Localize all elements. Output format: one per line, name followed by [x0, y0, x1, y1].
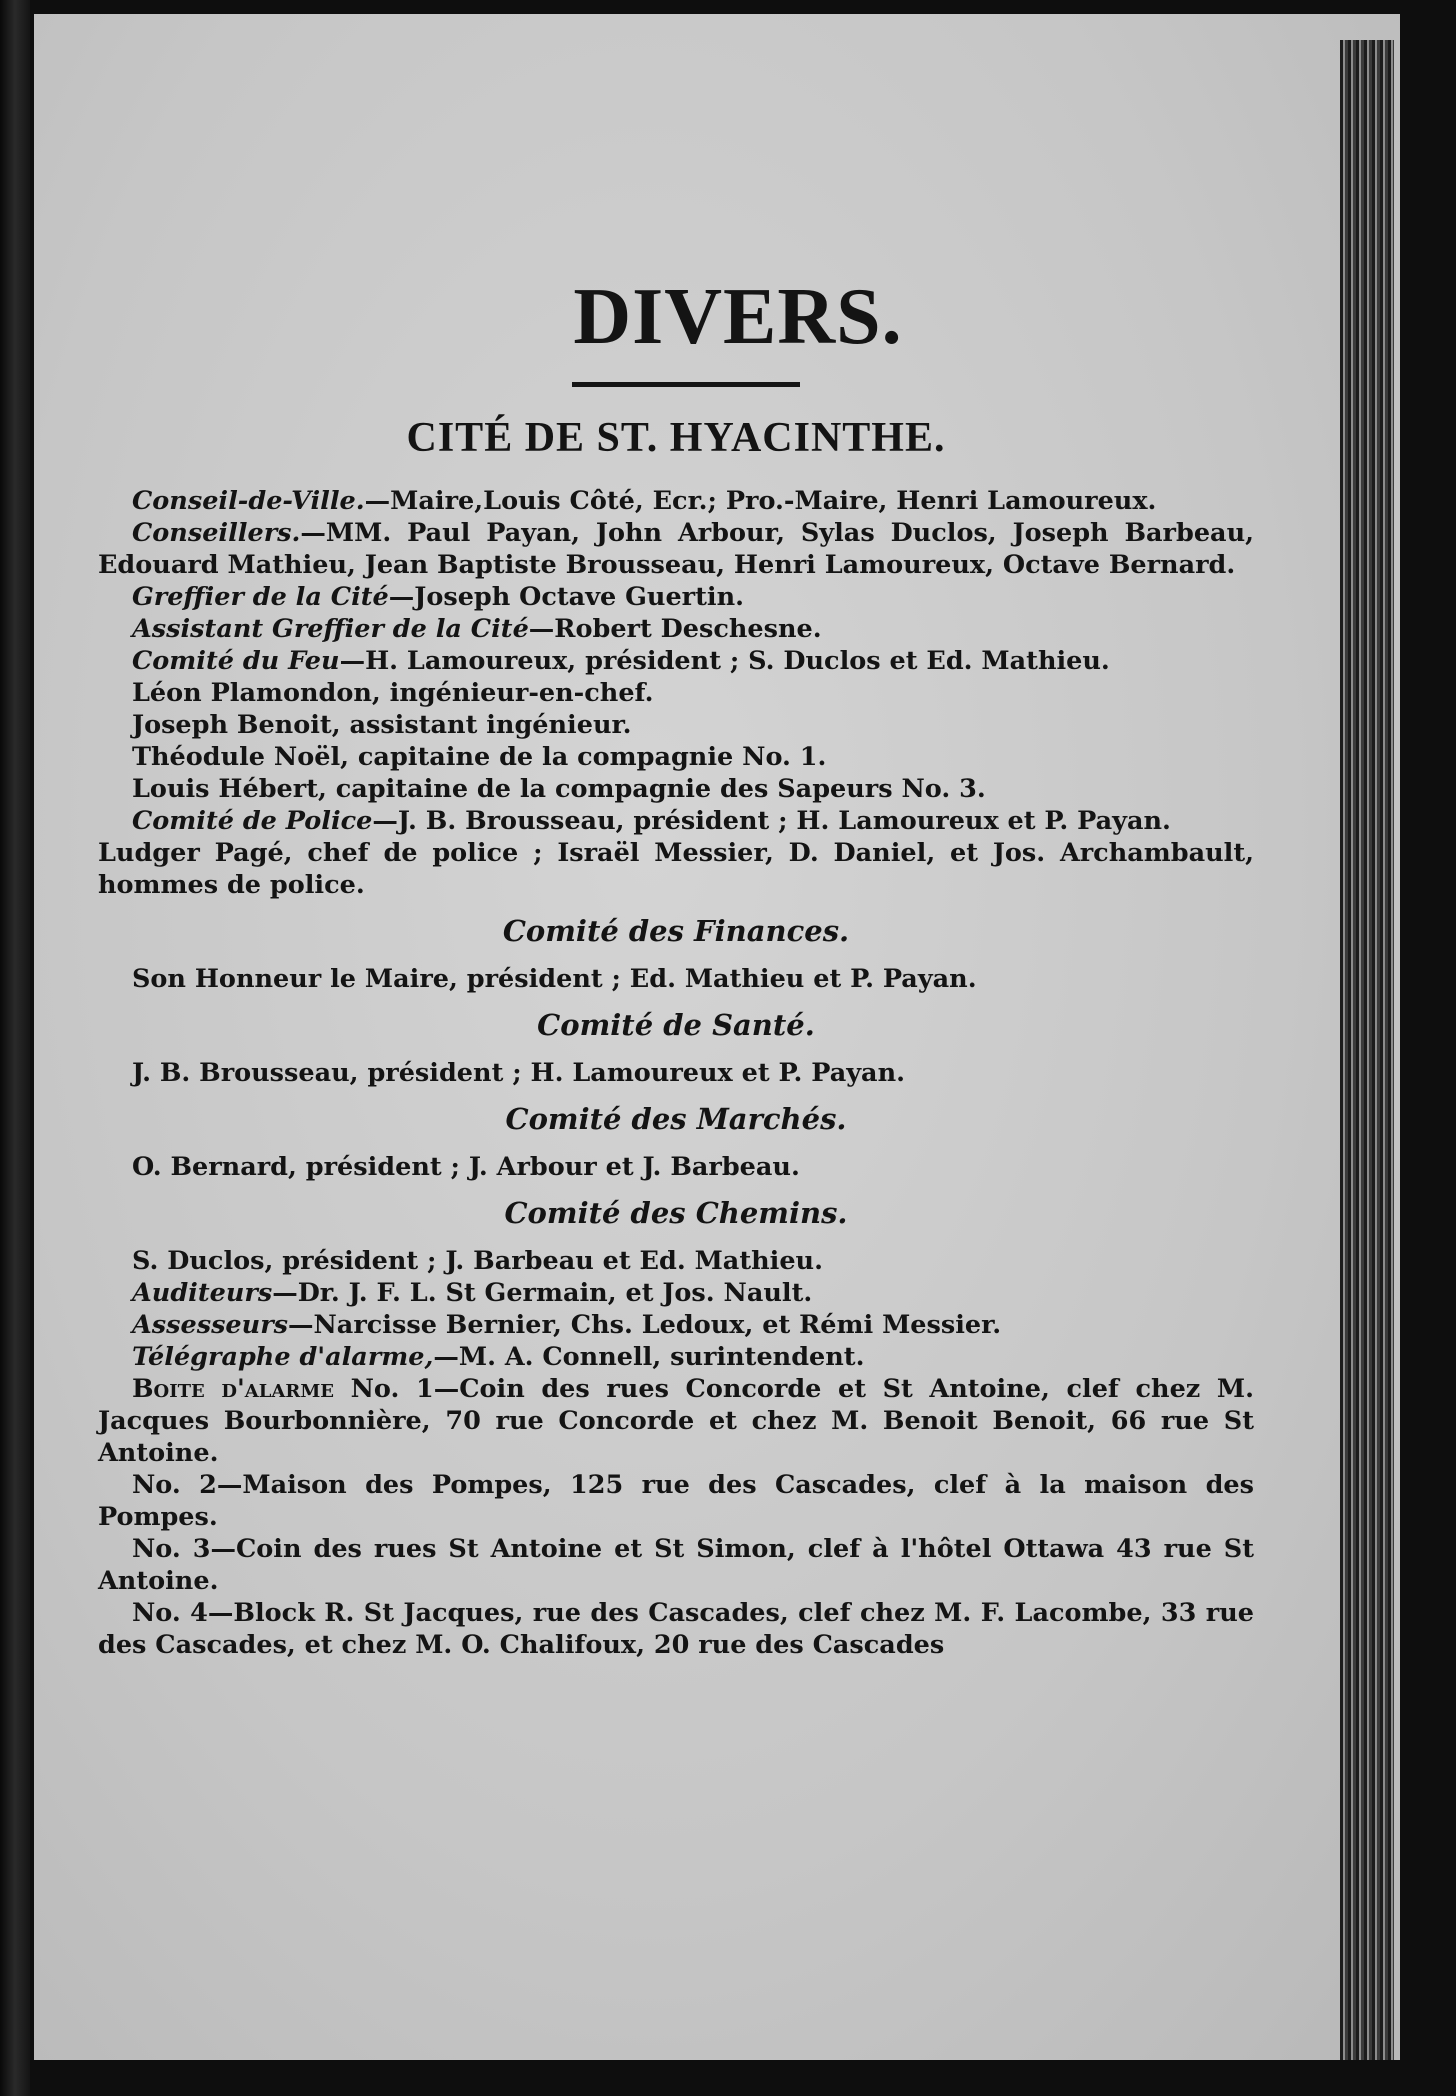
section-heading: CITÉ DE ST. HYACINTHE. [406, 415, 946, 461]
entry-text: —Joseph Octave Guertin. [388, 582, 744, 612]
entry-text: —J. B. Brousseau, président ; H. Lamoureux et P. Payan. [372, 806, 1171, 836]
conseillers-entry [98, 517, 1254, 581]
entry-label: Greffier de la Cité [132, 582, 389, 612]
police-men-line: Ludger Pagé, chef de police ; Israël Messier, D. Daniel, et Jos. Archambault, hommes de police. [98, 838, 1254, 900]
benoit-line: Joseph Benoit, assistant ingénieur. [132, 710, 632, 740]
entry-label: Auditeurs [132, 1278, 273, 1308]
entry-label: Assistant Greffier de la Cité [132, 614, 529, 644]
sante-heading: Comité de Santé. [537, 1008, 815, 1042]
conseil-de-ville-entry [98, 485, 1254, 517]
sante-text: J. B. Brousseau, président ; H. Lamoureux et P. Payan. [132, 1058, 905, 1088]
finances-text: Son Honneur le Maire, président ; Ed. Mathieu et P. Payan. [132, 964, 977, 994]
book-page [34, 14, 1400, 2060]
page-content [98, 272, 1254, 1661]
boite-alarme-3: No. 3—Coin des rues St Antoine et St Simon, clef à l'hôtel Ottawa 43 rue St Antoine. [98, 1534, 1254, 1596]
comite-police-entry [98, 805, 1254, 837]
entry-text: —Dr. J. F. L. St Germain, et Jos. Nault. [272, 1278, 813, 1308]
entry-label: Conseillers. [132, 518, 301, 548]
boite-alarme-4: No. 4—Block R. St Jacques, rue des Cascades, clef chez M. F. Lacombe, 33 rue des Cascades, et chez M. O. Chalifoux, 20 rue des Cascades [98, 1598, 1254, 1660]
marches-heading: Comité des Marchés. [505, 1102, 847, 1136]
entry-label: Télégraphe d'alarme, [132, 1342, 434, 1372]
entry-label: Boite d'alarme [132, 1374, 334, 1404]
entry-text: No. 1—Coin des rues Concorde et St Antoine, clef chez M. Jacques Bourbonnière, 70 rue Concorde et chez M. Benoit Benoit, 66 rue St Antoine. [98, 1374, 1254, 1468]
marches-text: O. Bernard, président ; J. Arbour et J. Barbeau. [132, 1152, 800, 1182]
hebert-line: Louis Hébert, capitaine de la compagnie des Sapeurs No. 3. [132, 774, 986, 804]
page-title: DIVERS. [573, 273, 903, 361]
noel-line: Théodule Noël, capitaine de la compagnie No. 1. [132, 742, 827, 772]
title-rule [572, 382, 800, 387]
entry-label: Conseil-de-Ville. [132, 486, 365, 516]
assistant-greffier-entry [98, 613, 1254, 645]
finances-heading: Comité des Finances. [502, 914, 850, 948]
boite-alarme-1 [98, 1373, 1254, 1469]
comite-feu-entry [98, 645, 1254, 677]
entry-label: Comité du Feu [132, 646, 340, 676]
telegraphe-entry [98, 1341, 1254, 1373]
entry-text: —M. A. Connell, surintendent. [433, 1342, 865, 1372]
page-stack-edges [1340, 40, 1394, 2060]
plamondon-line: Léon Plamondon, ingénieur-en-chef. [132, 678, 654, 708]
entry-text: —MM. Paul Payan, John Arbour, Sylas Duclos, Joseph Barbeau, Edouard Mathieu, Jean Baptiste Brousseau, Henri Lamoureux, Octave Bernard. [98, 518, 1254, 580]
entry-text: —Maire,Louis Côté, Ecr.; Pro.-Maire, Henri Lamoureux. [364, 486, 1157, 516]
entry-text: —H. Lamoureux, président ; S. Duclos et Ed. Mathieu. [339, 646, 1110, 676]
assesseurs-entry [98, 1309, 1254, 1341]
entry-text: —Robert Deschesne. [528, 614, 822, 644]
entry-label: Assesseurs [132, 1310, 288, 1340]
boite-alarme-2: No. 2—Maison des Pompes, 125 rue des Cascades, clef à la maison des Pompes. [98, 1470, 1254, 1532]
entry-label: Comité de Police [132, 806, 373, 836]
auditeurs-entry [98, 1277, 1254, 1309]
chemins-heading: Comité des Chemins. [504, 1196, 848, 1230]
chemins-text: S. Duclos, président ; J. Barbeau et Ed. Mathieu. [132, 1246, 823, 1276]
greffier-entry [98, 581, 1254, 613]
entry-text: —Narcisse Bernier, Chs. Ledoux, et Rémi Messier. [288, 1310, 1002, 1340]
adjacent-page-edge [0, 0, 30, 2096]
